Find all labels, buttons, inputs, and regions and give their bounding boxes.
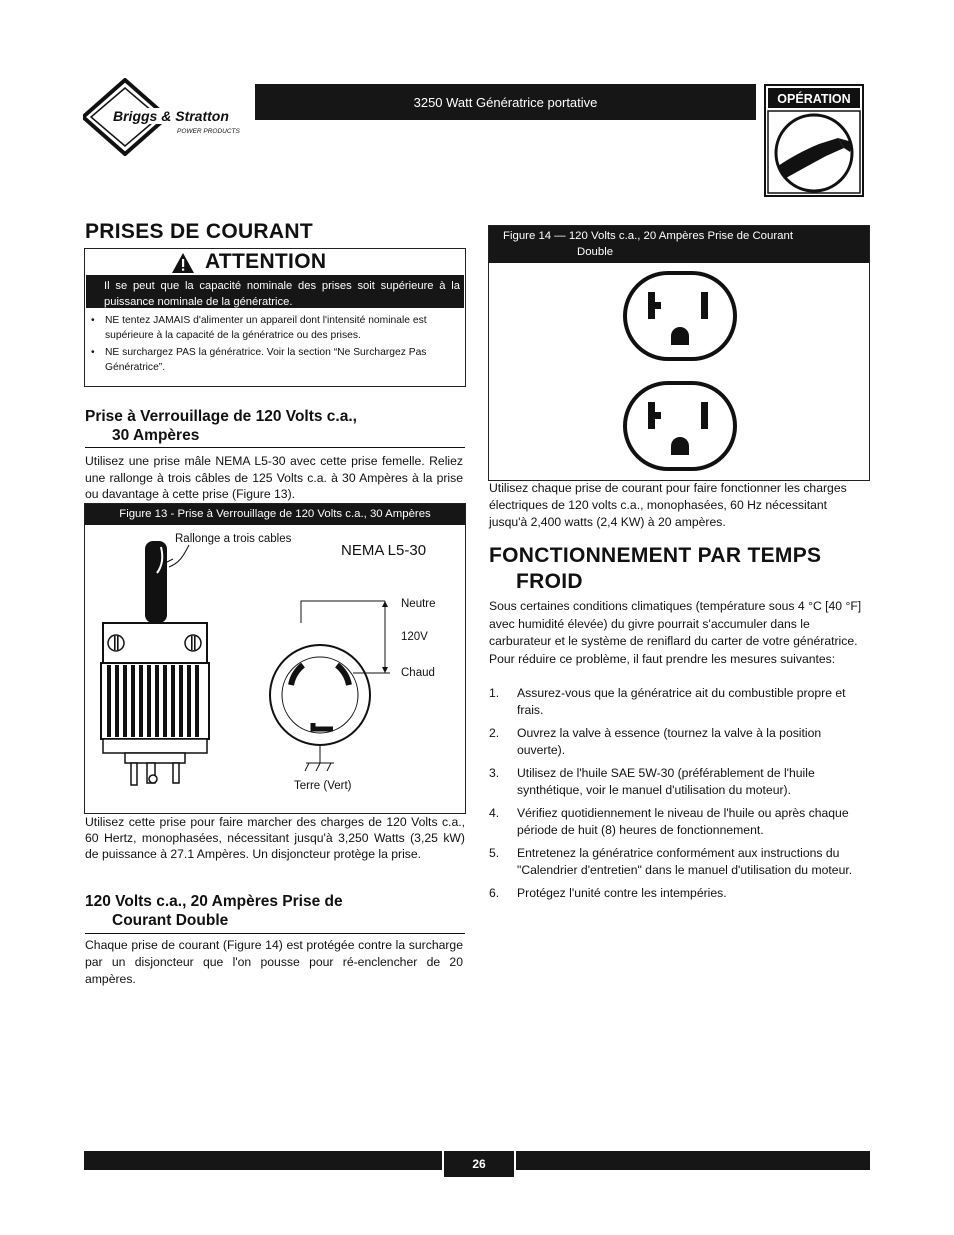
figure-13 xyxy=(84,503,466,814)
cold-steps xyxy=(489,685,869,908)
sub1-title: Prise à Verrouillage de 120 Volts c.a., 30 Ampères xyxy=(85,408,357,444)
sub1-text: Utilisez une prise mâle NEMA L5-30 avec cette prise femelle. Reliez une rallonge à trois câbles de 125 Volts c.a. à 30 Ampères à la prise ou davantage à cette prise (Figure 13). xyxy=(85,454,463,501)
section-badge-label: OPÉRATION xyxy=(777,92,851,106)
outlet-lower xyxy=(625,383,735,469)
figure-14-caption: Figure 14 — 120 Volts c.a., 20 Ampères Prise de Courant Double xyxy=(489,226,869,263)
brand-name: Briggs & Stratton xyxy=(113,108,229,124)
attention-header xyxy=(85,249,465,275)
attention-bullets xyxy=(85,308,465,375)
voltage-label: 120V xyxy=(401,631,428,643)
nema-label: NEMA L5-30 xyxy=(341,542,427,559)
attention-box xyxy=(84,248,466,387)
sub2-title: 120 Volts c.a., 20 Ampères Prise de Courant Double xyxy=(85,893,343,929)
section-badge xyxy=(764,84,864,197)
list-item: 1. Assurez-vous que la génératrice ait du combustible propre et frais. xyxy=(489,686,846,717)
sub1-rule xyxy=(85,447,465,448)
receptacle-face xyxy=(270,645,370,745)
hot-label: Chaud xyxy=(401,667,435,679)
attention-lead: Il se peut que la capacité nominale des prises soit supérieure à la puissance nominale de la génératrice. xyxy=(86,275,464,308)
section-title-froid: FONCTIONNEMENT PAR TEMPS FROID xyxy=(489,544,822,593)
cord-label: Rallonge a trois cables xyxy=(175,533,292,545)
duplex-outlet-diagram xyxy=(489,263,869,480)
plug-icon xyxy=(101,623,209,785)
hand-icon xyxy=(776,115,852,191)
list-item: 4. Vérifiez quotidiennement le niveau de l'huile ou après chaque période de huit (8) heures de fonctionnement. xyxy=(489,806,849,837)
list-item: 5. Entretenez la génératrice conformément aux instructions du "Calendrier d'entretien" dans le manuel d'utilisation du moteur. xyxy=(489,846,853,877)
attention-bullet: • NE tentez JAMAIS d'alimenter un appareil dont l'intensité nominale est supérieure à la capacité de la génératrice ou des prises. xyxy=(87,314,461,343)
warning-icon xyxy=(171,252,195,274)
brand-logo xyxy=(83,78,253,156)
header-title-bar xyxy=(255,84,756,120)
ground-label: Terre (Vert) xyxy=(294,780,352,792)
figure-13-caption: Figure 13 - Prise à Verrouillage de 120 Volts c.a., 30 Ampères xyxy=(85,504,465,525)
after-fig13-text: Utilisez cette prise pour faire marcher des charges de 120 Volts c.a., 60 Hertz, monophasées, nécessitant jusqu'à 3,250 Watts (3,25 kW) de puissance à 27.1 Ampères. Un disjoncteur protège la prise. xyxy=(85,815,465,861)
sub2-rule xyxy=(85,933,465,934)
attention-bullet: • NE surchargez PAS la génératrice. Voir la section “Ne Surchargez Pas Génératrice”. xyxy=(87,346,461,375)
header-title: 3250 Watt Génératrice portative xyxy=(413,94,598,110)
extension-cord xyxy=(145,541,173,623)
nema-l5-30-diagram xyxy=(85,525,465,813)
neutral-label: Neutre xyxy=(401,598,436,610)
brand-subtitle: POWER PRODUCTS xyxy=(177,128,240,135)
page-number: 26 xyxy=(472,1157,486,1171)
sub2-text: Chaque prise de courant (Figure 14) est protégée contre la surcharge par un disjoncteur que l'on pousse pour ré-enclencher de 20 ampères. xyxy=(85,938,463,986)
figure-14 xyxy=(488,225,870,481)
list-item: 3. Utilisez de l'huile SAE 5W-30 (préférablement de l'huile synthétique, voir le manuel d'utilisation du moteur). xyxy=(489,766,815,797)
page-number-tab xyxy=(442,1151,516,1177)
after-fig14-text: Utilisez chaque prise de courant pour faire fonctionner les charges électriques de 120 volts c.a., monophasées, 60 Hz nécessitant jusqu'à 2,400 watts (2,4 KW) à 20 ampères. xyxy=(489,481,847,529)
outlet-upper xyxy=(625,273,735,359)
list-item: 6. Protégez l'unité contre les intempéries. xyxy=(489,886,727,900)
list-item: 2. Ouvrez la valve à essence (tournez la valve à la position ouverte). xyxy=(489,726,822,757)
cold-intro: Sous certaines conditions climatiques (température sous 4 °C [40 °F] avec humidité élevée) du givre pourrait s'accumuler dans le carburateur et le système de reniflard du carter de votre génératrice. Pour réduire ce problème, il faut prendre les mesures suivantes: xyxy=(489,599,862,666)
section-title-prises: PRISES DE COURANT xyxy=(85,220,313,243)
attention-title: ATTENTION xyxy=(205,250,327,273)
